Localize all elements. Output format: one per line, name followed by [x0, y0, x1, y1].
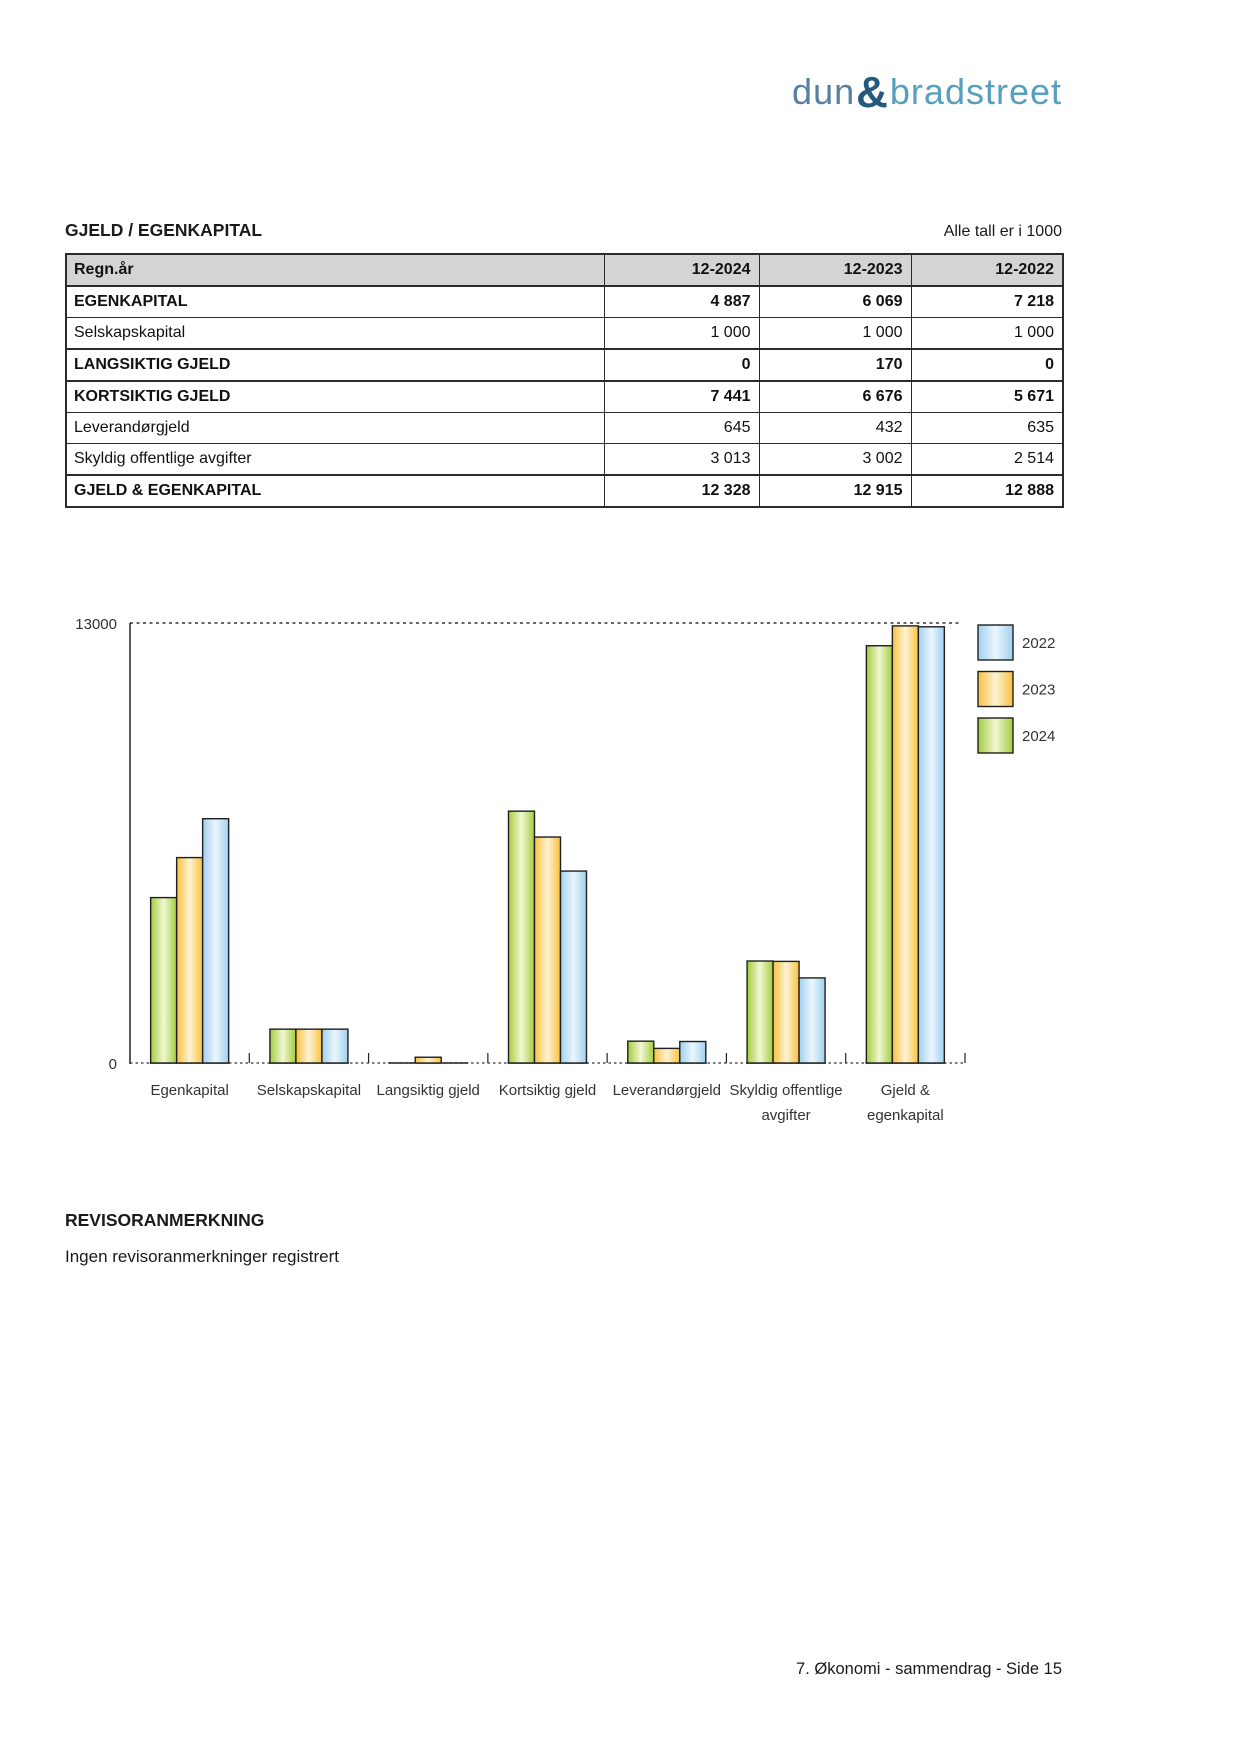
table-row — [66, 381, 1063, 413]
row-label: Selskapskapital — [66, 318, 604, 350]
row-label: GJELD & EGENKAPITAL — [66, 475, 604, 507]
row-value: 12 328 — [604, 475, 759, 507]
bar-2022 — [799, 978, 825, 1063]
y-tick-label-zero: 0 — [108, 1056, 117, 1073]
bar-2024 — [151, 898, 177, 1063]
bar-2022 — [561, 871, 587, 1063]
row-value: 12 888 — [911, 475, 1063, 507]
table-header-row — [66, 254, 1063, 286]
table-row — [66, 286, 1063, 318]
bar-2022 — [203, 819, 229, 1063]
row-label: LANGSIKTIG GJELD — [66, 349, 604, 381]
legend-label: 2022 — [1022, 635, 1056, 652]
bar-2024 — [270, 1029, 296, 1063]
row-value: 5 671 — [911, 381, 1063, 413]
row-value: 7 441 — [604, 381, 759, 413]
row-value: 432 — [759, 413, 911, 444]
table-row — [66, 475, 1063, 507]
financial-table — [65, 253, 1064, 508]
row-value: 2 514 — [911, 444, 1063, 476]
row-value: 0 — [604, 349, 759, 381]
row-value: 3 002 — [759, 444, 911, 476]
page-footer: 7. Økonomi - sammendrag - Side 15 — [796, 1660, 1062, 1678]
bar-2022 — [680, 1042, 706, 1063]
section-header — [65, 220, 1062, 241]
row-label: Leverandørgjeld — [66, 413, 604, 444]
bar-2023 — [535, 837, 561, 1063]
category-label: Gjeld & egenkapital — [866, 1082, 944, 1124]
revisor-note: Ingen revisoranmerkninger registrert — [65, 1247, 340, 1266]
bar-chart-svg — [0, 550, 1241, 1170]
logo-text-bradstreet: bradstreet — [889, 71, 1062, 112]
section-title: GJELD / EGENKAPITAL — [65, 220, 263, 240]
legend-label: 2024 — [1022, 728, 1056, 745]
table-row — [66, 413, 1063, 444]
bar-2023 — [415, 1057, 441, 1063]
bar-2022 — [918, 627, 944, 1063]
row-label: Skyldig offentlige avgifter — [66, 444, 604, 476]
logo-text-dun: dun — [792, 71, 856, 112]
row-value: 1 000 — [759, 318, 911, 350]
bar-2022 — [322, 1029, 348, 1063]
dun-bradstreet-logo — [792, 68, 1062, 118]
category-label: Kortsiktig gjeld — [498, 1082, 597, 1099]
bar-2023 — [773, 961, 799, 1063]
header-col-12-2023: 12-2023 — [759, 254, 911, 286]
header-col-12-2022: 12-2022 — [911, 254, 1063, 286]
header-regnar: Regn.år — [66, 254, 604, 286]
row-label: EGENKAPITAL — [66, 286, 604, 318]
row-value: 635 — [911, 413, 1063, 444]
row-value: 7 218 — [911, 286, 1063, 318]
financial-table-body — [66, 286, 1063, 507]
row-label: KORTSIKTIG GJELD — [66, 381, 604, 413]
bar-2023 — [177, 858, 203, 1063]
bar-2024 — [509, 811, 535, 1063]
bar-chart — [0, 550, 1241, 1170]
row-value: 0 — [911, 349, 1063, 381]
category-label: Egenkapital — [150, 1082, 229, 1099]
category-label: Selskapskapital — [256, 1082, 362, 1099]
category-label: Leverandørgjeld — [612, 1082, 721, 1099]
table-row — [66, 444, 1063, 476]
category-label: Langsiktig gjeld — [376, 1082, 480, 1099]
row-value: 6 676 — [759, 381, 911, 413]
bar-2023 — [296, 1029, 322, 1063]
bar-2024 — [628, 1041, 654, 1063]
legend-swatch-2024 — [978, 718, 1013, 753]
bar-2023 — [892, 626, 918, 1063]
bar-2024 — [747, 961, 773, 1063]
row-value: 1 000 — [604, 318, 759, 350]
row-value: 170 — [759, 349, 911, 381]
row-value: 1 000 — [911, 318, 1063, 350]
unit-note: Alle tall er i 1000 — [943, 223, 1062, 240]
bar-2024 — [866, 646, 892, 1063]
logo-ampersand-icon: & — [856, 68, 889, 117]
table-row — [66, 318, 1063, 350]
table-row — [66, 349, 1063, 381]
legend-label: 2023 — [1022, 681, 1056, 699]
row-value: 6 069 — [759, 286, 911, 318]
row-value: 3 013 — [604, 444, 759, 476]
y-tick-label-max: 13000 — [75, 616, 117, 633]
row-value: 12 915 — [759, 475, 911, 507]
row-value: 645 — [604, 413, 759, 444]
row-value: 4 887 — [604, 286, 759, 318]
bar-2023 — [654, 1048, 680, 1063]
category-label: Skyldig offentlige avgifter — [729, 1082, 843, 1124]
legend-swatch-2022 — [978, 625, 1013, 660]
revisor-heading: REVISORANMERKNING — [65, 1210, 265, 1230]
legend-swatch-2023 — [978, 672, 1013, 707]
header-col-12-2024: 12-2024 — [604, 254, 759, 286]
